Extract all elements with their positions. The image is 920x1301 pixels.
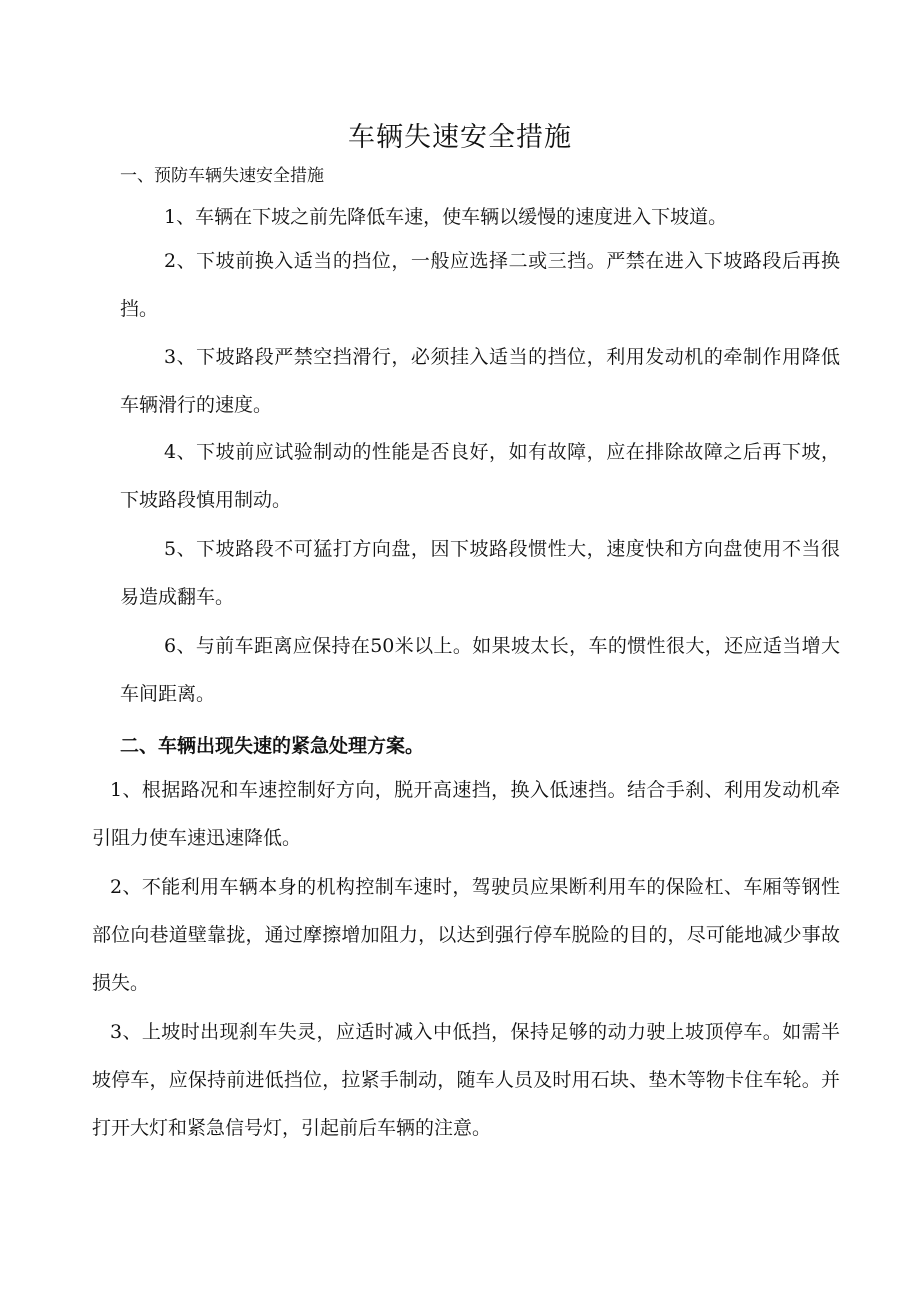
section1-heading: 一、预防车辆失速安全措施 <box>120 166 324 186</box>
section2-item-1: 1、根据路况和车速控制好方向，脱开高速挡，换入低速挡。结合手刹、利用发动机牵引阻力使车速迅速降低。 <box>92 779 840 849</box>
section2-item-2: 2、不能利用车辆本身的机构控制车速时，驾驶员应果断利用车的保险杠、车厢等钢性部位向巷道壁靠拢，通过摩擦增加阻力，以达到强行停车脱险的目的，尽可能地减少事故损失。 <box>92 876 840 994</box>
section1-item-4: 4、下坡前应试验制动的性能是否良好，如有故障，应在排除故障之后再下坡，下坡路段慎用制动。 <box>120 441 840 511</box>
section2-item-3: 3、上坡时出现刹车失灵，应适时减入中低挡，保持足够的动力驶上坡顶停车。如需半坡停车，应保持前进低挡位，拉紧手制动，随车人员及时用石块、垫木等物卡住车轮。并打开大灯和紧急信号灯，引起前后车辆的注意。 <box>92 1021 840 1139</box>
section1-item-3: 3、下坡路段严禁空挡滑行，必须挂入适当的挡位，利用发动机的牵制作用降低车辆滑行的速度。 <box>120 346 840 416</box>
section1-item-2: 2、下坡前换入适当的挡位，一般应选择二或三挡。严禁在进入下坡路段后再换挡。 <box>120 250 840 320</box>
section2-heading: 二、车辆出现失速的紧急处理方案。 <box>120 735 425 757</box>
document-title: 车辆失速安全措施 <box>348 122 572 153</box>
section1-item-1: 1、车辆在下坡之前先降低车速，使车辆以缓慢的速度进入下坡道。 <box>164 206 728 228</box>
section1-item-6: 6、与前车距离应保持在50米以上。如果坡太长，车的惯性很大，还应适当增大车间距离。 <box>120 635 840 705</box>
section1-item-5: 5、下坡路段不可猛打方向盘，因下坡路段惯性大，速度快和方向盘使用不当很易造成翻车。 <box>120 538 840 608</box>
